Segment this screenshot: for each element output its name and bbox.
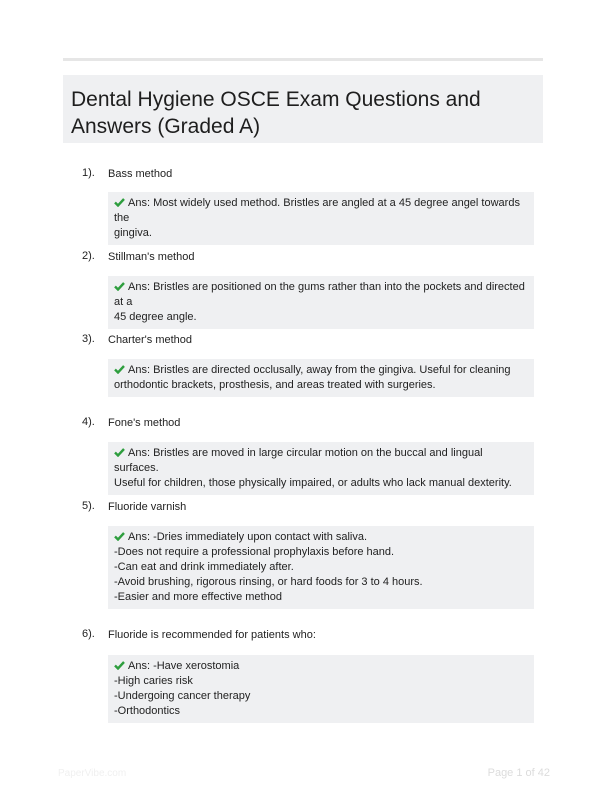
question-text: Fluoride varnish bbox=[108, 501, 187, 513]
title-banner bbox=[63, 75, 543, 143]
answer-line: Ans: Most widely used method. Bristles are angled at a 45 degree angel towards the bbox=[114, 197, 520, 224]
question-text: Charter's method bbox=[108, 334, 193, 346]
question-item bbox=[82, 628, 534, 720]
answer-line: Useful for children, those physically impaired, or adults who lack manual dexterity. bbox=[114, 477, 512, 489]
answer-line: -Can eat and drink immediately after. bbox=[114, 561, 294, 573]
question-number: 3). bbox=[82, 333, 95, 345]
answer-line: -Orthodontics bbox=[114, 705, 181, 717]
question-item bbox=[82, 250, 534, 323]
answer-line: Ans: Bristles are moved in large circular motion on the buccal and lingual surfaces. bbox=[114, 447, 483, 474]
question-text: Bass method bbox=[108, 168, 173, 180]
answer-box bbox=[108, 192, 534, 245]
answer-line: -Easier and more effective method bbox=[114, 591, 282, 603]
question-text: Stillman's method bbox=[108, 251, 195, 263]
answer-box bbox=[108, 359, 534, 397]
check-icon bbox=[114, 532, 125, 541]
check-icon bbox=[114, 661, 125, 670]
answer-line: -High caries risk bbox=[114, 675, 193, 687]
answer-line: -Undergoing cancer therapy bbox=[114, 690, 251, 702]
question-text: Fluoride is recommended for patients who: bbox=[108, 629, 316, 641]
answer-line: orthodontic brackets, prosthesis, and areas treated with surgeries. bbox=[114, 379, 436, 391]
answer-box bbox=[108, 526, 534, 609]
answer-box bbox=[108, 655, 534, 723]
answer-line: Ans: -Dries immediately upon contact with saliva. bbox=[114, 530, 529, 545]
answer-line: Ans: Bristles are positioned on the gums rather than into the pockets and directed at a bbox=[114, 281, 525, 308]
question-number: 2). bbox=[82, 250, 95, 262]
footer-source-watermark: PaperVibe.com bbox=[58, 768, 127, 779]
answer-box bbox=[108, 442, 534, 495]
check-icon bbox=[114, 282, 125, 291]
top-divider bbox=[63, 58, 543, 61]
question-item bbox=[82, 500, 534, 608]
check-icon bbox=[114, 448, 125, 457]
question-number: 6). bbox=[82, 628, 95, 640]
question-item bbox=[82, 167, 534, 239]
check-icon bbox=[114, 365, 125, 374]
page-title: Dental Hygiene OSCE Exam Questions and Answers (Graded A) bbox=[71, 88, 481, 138]
question-item bbox=[82, 416, 534, 489]
answer-line: Ans: Bristles are directed occlusally, away from the gingiva. Useful for cleaning bbox=[114, 363, 529, 378]
page-number: Page 1 of 42 bbox=[487, 767, 550, 779]
answer-line: gingiva. bbox=[114, 227, 152, 239]
question-item bbox=[82, 333, 534, 395]
question-number: 5). bbox=[82, 500, 95, 512]
answer-line: -Avoid brushing, rigorous rinsing, or hard foods for 3 to 4 hours. bbox=[114, 576, 423, 588]
answer-box bbox=[108, 276, 534, 329]
question-number: 1). bbox=[82, 167, 95, 179]
answer-line: -Does not require a professional prophylaxis before hand. bbox=[114, 546, 395, 558]
answer-line: Ans: -Have xerostomia bbox=[114, 659, 529, 674]
check-icon bbox=[114, 198, 125, 207]
question-number: 4). bbox=[82, 416, 95, 428]
answer-line: 45 degree angle. bbox=[114, 311, 197, 323]
question-text: Fone's method bbox=[108, 417, 181, 429]
